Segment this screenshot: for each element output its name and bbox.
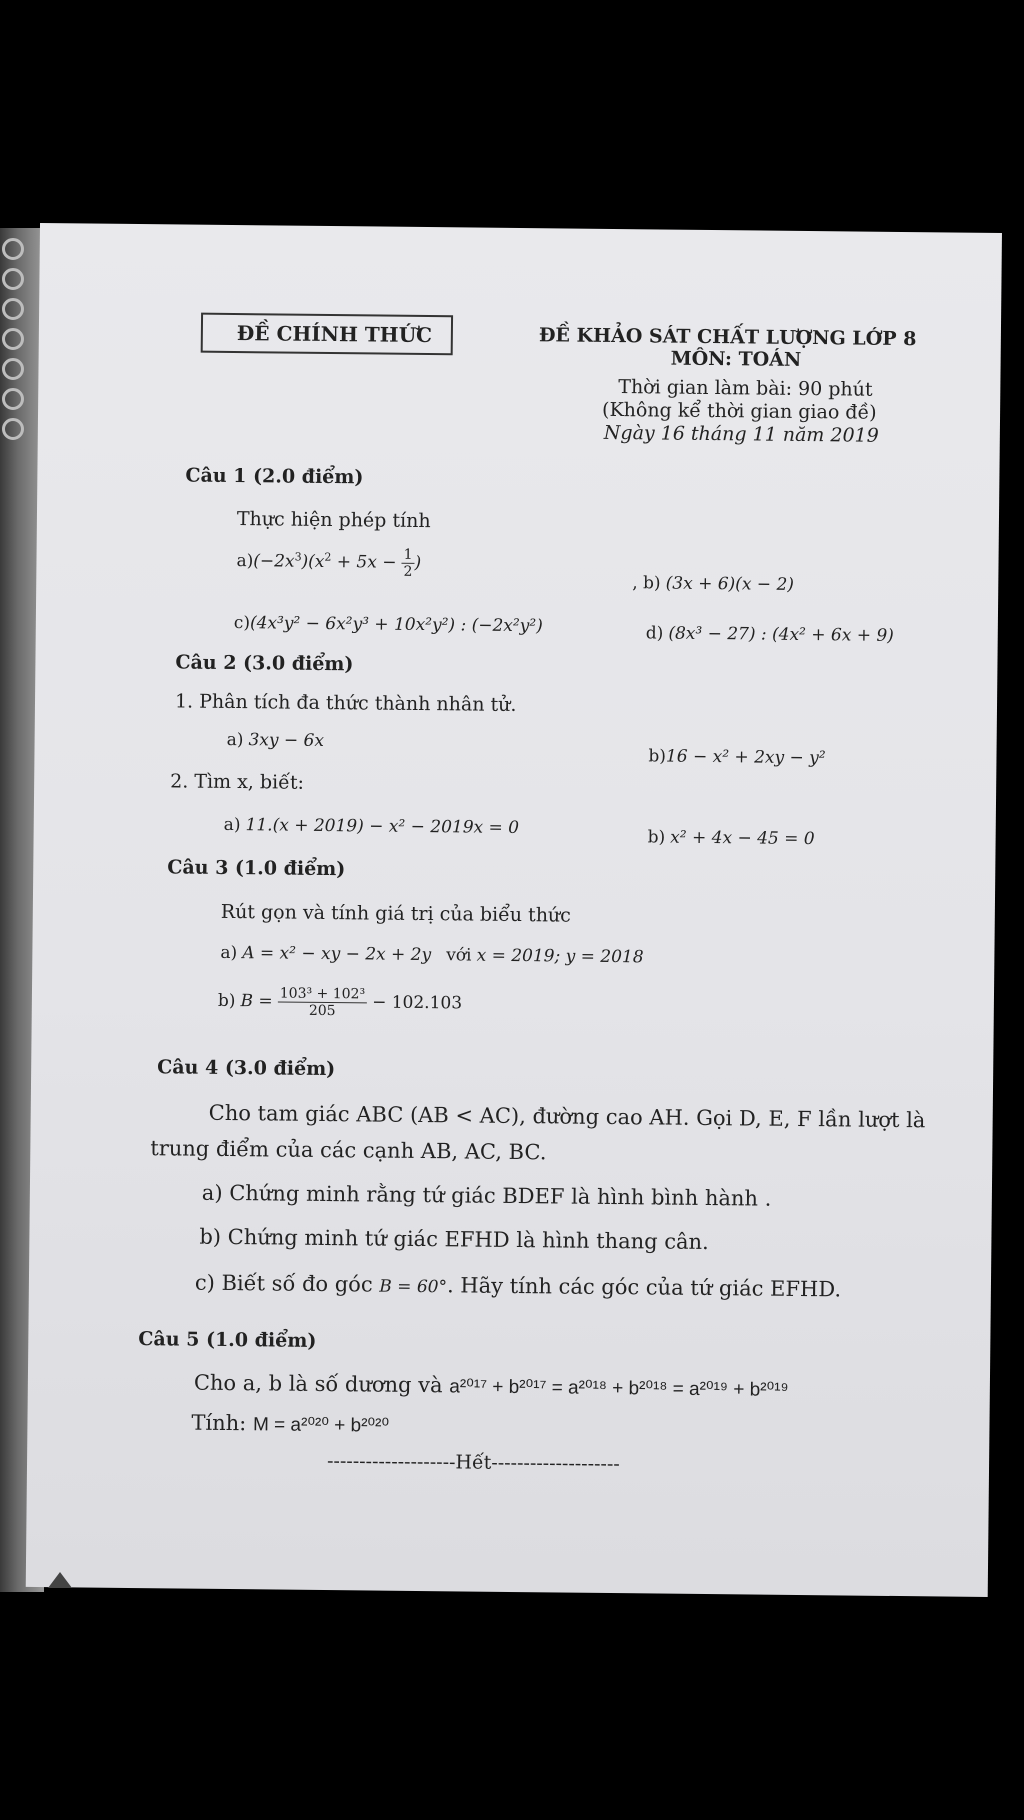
q2-p2a <box>224 815 520 838</box>
official-label-box <box>201 313 453 356</box>
q1d-expr: (8x³ − 27) : (4x² + 6x + 9) <box>668 623 894 646</box>
exam-note: (Không kể thời gian giao đề) <box>601 398 877 424</box>
q2-p1a-label: a) <box>226 729 244 751</box>
q3b-tail: − 102.103 <box>372 992 463 1014</box>
ring-hole <box>2 268 24 290</box>
q4-line1: Cho tam giác ABC (AB < AC), đường cao AH. Gọi D, E, F lần lượt là <box>208 1100 926 1133</box>
q1d-label: d) <box>645 623 664 644</box>
q1c-label: c) <box>233 613 251 634</box>
q2-p2b-expr: x² + 4x − 45 = 0 <box>670 827 815 850</box>
q4-b: b) Chứng minh tứ giác EFHD là hình thang cân. <box>199 1224 709 1255</box>
q1a-label: a) <box>236 551 254 572</box>
q3b-label: b) <box>217 990 236 1012</box>
paper-corner-mark <box>48 1572 72 1588</box>
q5-title: Câu 5 (1.0 điểm) <box>138 1328 317 1352</box>
q2-part1: 1. Phân tích đa thức thành nhân tử. <box>174 690 517 716</box>
ring-hole <box>2 238 24 260</box>
q3b <box>218 985 463 1021</box>
q2-p1b-expr: 16 − x² + 2xy − y² <box>665 746 826 769</box>
q1-instruction: Thực hiện phép tính <box>236 508 431 533</box>
q1c-expr: (4x³y² − 6x²y³ + 10x²y²) : (−2x²y²) <box>249 613 543 637</box>
q1a-expr-right: + 5x − <box>331 552 397 573</box>
q2-part2: 2. Tìm x, biết: <box>170 770 305 794</box>
q2-p1a-expr: 3xy − 6x <box>248 730 325 751</box>
q5-given <box>194 1371 789 1402</box>
q1a-expr-left: (−2x <box>253 551 295 572</box>
official-label: ĐỀ CHÍNH THỨC <box>236 321 433 348</box>
q2-p1b <box>648 746 825 768</box>
q3a <box>220 943 643 967</box>
q2-p1b-label: b) <box>648 746 667 767</box>
q1b-label: , b) <box>632 573 661 594</box>
q1-title: Câu 1 (2.0 điểm) <box>185 464 364 489</box>
exam-time: Thời gian làm bài: 90 phút <box>618 376 873 401</box>
q1a-close: ) <box>414 552 422 573</box>
q5-given-expr: a²⁰¹⁷ + b²⁰¹⁷ = a²⁰¹⁸ + b²⁰¹⁸ = a²⁰¹⁹ + b²⁰¹⁹ <box>449 1376 789 1401</box>
q3a-label: a) <box>220 942 238 964</box>
ring-hole <box>2 418 24 440</box>
end-marker: --------------------Hết-------------------- <box>326 1450 620 1476</box>
q4-title: Câu 4 (3.0 điểm) <box>157 1056 336 1081</box>
q4-line2: trung điểm của các cạnh AB, AC, BC. <box>150 1136 547 1165</box>
q3a-with: với <box>446 945 472 966</box>
q3b-lhs: B = <box>240 991 273 1012</box>
q2-title: Câu 2 (3.0 điểm) <box>175 651 354 676</box>
q4-c <box>195 1271 841 1302</box>
q1b-expr: (3x + 6)(x − 2) <box>665 573 795 595</box>
q2-p2b <box>648 827 815 849</box>
q2-p2b-label: b) <box>647 827 666 848</box>
q4-a: a) Chứng minh rằng tứ giác BDEF là hình bình hành . <box>201 1180 772 1211</box>
q4-c-pre: c) Biết số đo góc <box>194 1270 373 1297</box>
q4-c-expr: B = 60° <box>379 1276 448 1298</box>
subject: MÔN: TOÁN <box>670 347 802 371</box>
q4-c-post: . Hãy tính các góc của tứ giác EFHD. <box>446 1273 842 1302</box>
ring-hole <box>2 328 24 350</box>
exam-date: Ngày 16 tháng 11 năm 2019 <box>603 421 879 447</box>
q5-calc-pre: Tính: <box>191 1410 247 1436</box>
q5-calc-expr: M = a²⁰²⁰ + b²⁰²⁰ <box>252 1414 390 1437</box>
ring-hole <box>2 358 24 380</box>
q3a-cond: x = 2019; y = 2018 <box>476 945 644 968</box>
q3-title: Câu 3 (1.0 điểm) <box>167 856 346 881</box>
q1c <box>234 613 543 636</box>
q1b <box>632 573 794 595</box>
q3a-expr: A = x² − xy − 2x + 2y <box>242 943 432 966</box>
q5-given-pre: Cho a, b là số dương và <box>193 1370 443 1398</box>
q2-p1a <box>227 730 325 751</box>
exam-paper <box>26 223 1002 1597</box>
exam-title: ĐỀ KHẢO SÁT CHẤT LƯỢNG LỚP 8 <box>538 324 917 351</box>
q1a-fraction: $\frac{1}{2}$ <box>403 546 413 580</box>
q2-p2a-expr: 11.(x + 2019) − x² − 2019x = 0 <box>245 815 520 839</box>
q1d <box>646 623 894 646</box>
q3-instruction: Rút gọn và tính giá trị của biểu thức <box>220 900 571 927</box>
q5-calc <box>191 1411 389 1438</box>
q2-p2a-label: a) <box>223 814 241 836</box>
ring-hole <box>2 298 24 320</box>
q1a: $a)(-2x^3)(x^2 + 5x$ − $\frac{1}{2}$ ) <box>236 546 422 580</box>
q1a-expr-mid: )(x <box>301 551 325 572</box>
ring-hole <box>2 388 24 410</box>
q3b-fraction: $\frac{\text{103³ + 102³}}{205}$ <box>278 985 368 1019</box>
